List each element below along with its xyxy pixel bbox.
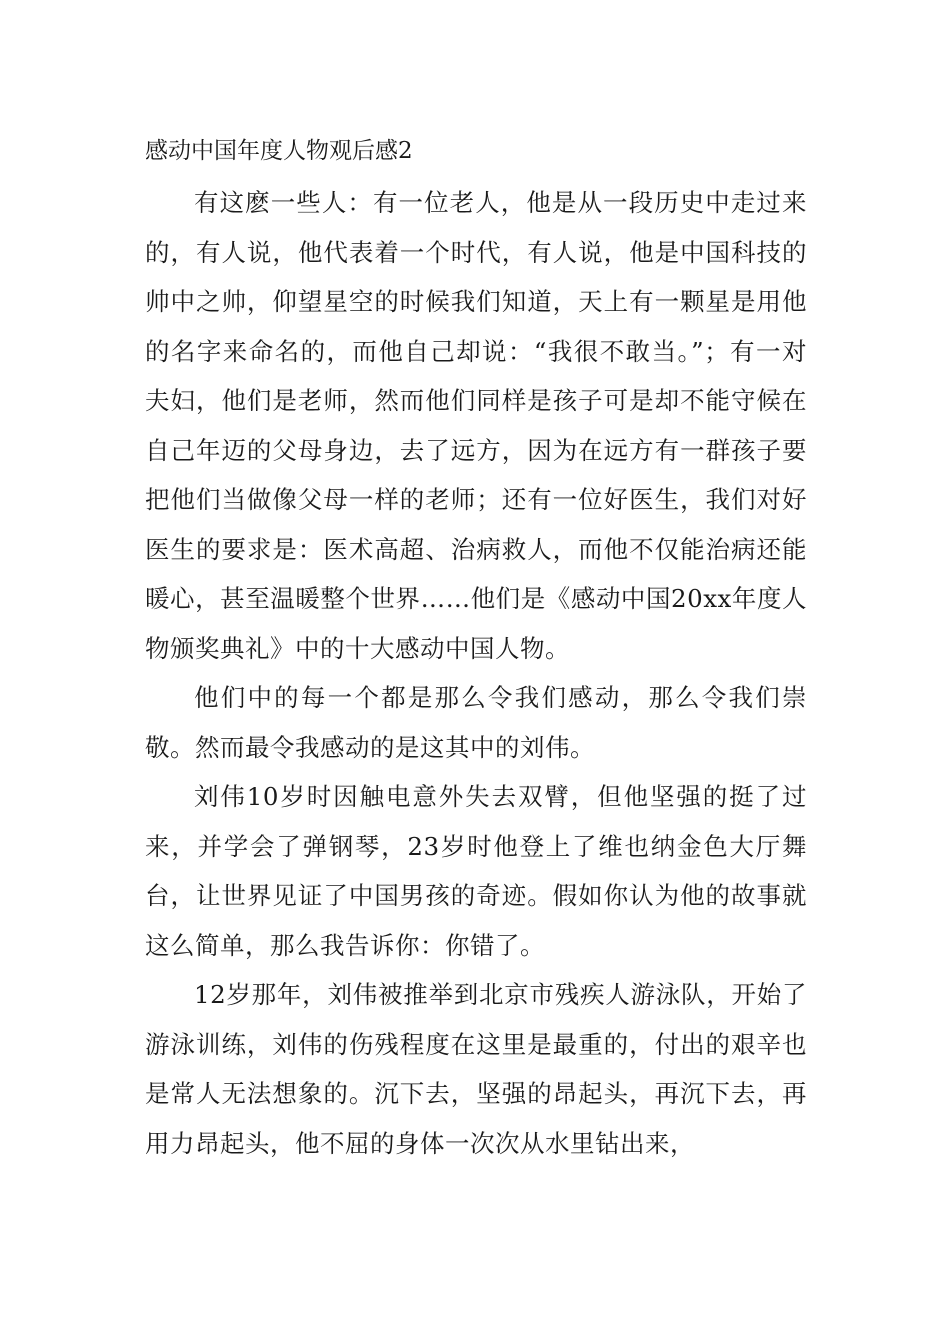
document-body	[145, 178, 807, 1168]
paragraph-4: 12岁那年，刘伟被推举到北京市残疾人游泳队，开始了游泳训练，刘伟的伤残程度在这里是最重的，付出的艰辛也是常人无法想象的。沉下去，坚强的昂起头，再沉下去，再用力昂起头，他不屈的身体一次次从水里钻出来，	[145, 980, 807, 1158]
paragraph-2: 他们中的每一个都是那么令我们感动，那么令我们崇敬。然而最令我感动的是这其中的刘伟。	[145, 683, 807, 762]
paragraph-3: 刘伟10岁时因触电意外失去双臂，但他坚强的挺了过来，并学会了弹钢琴，23岁时他登上了维也纳金色大厅舞台，让世界见证了中国男孩的奇迹。假如你认为他的故事就这么简单，那么我告诉你：你错了。	[145, 782, 807, 960]
paragraph-1: 有这麽一些人：有一位老人，他是从一段历史中走过来的，有人说，他代表着一个时代，有人说，他是中国科技的帅中之帅，仰望星空的时候我们知道，天上有一颗星是用他的名字来命名的，而他自己却说：“我很不敢当。”；有一对夫妇，他们是老师，然而他们同样是孩子可是却不能守候在自己年迈的父母身边，去了远方，因为在远方有一群孩子要把他们当做像父母一样的老师；还有一位好医生，我们对好医生的要求是：医术高超、治病救人，而他不仅能治病还能暖心，甚至温暖整个世界……他们是《感动中国20xx年度人物颁奖典礼》中的十大感动中国人物。	[145, 188, 807, 663]
document-title: 感动中国年度人物观后感2	[145, 138, 413, 164]
